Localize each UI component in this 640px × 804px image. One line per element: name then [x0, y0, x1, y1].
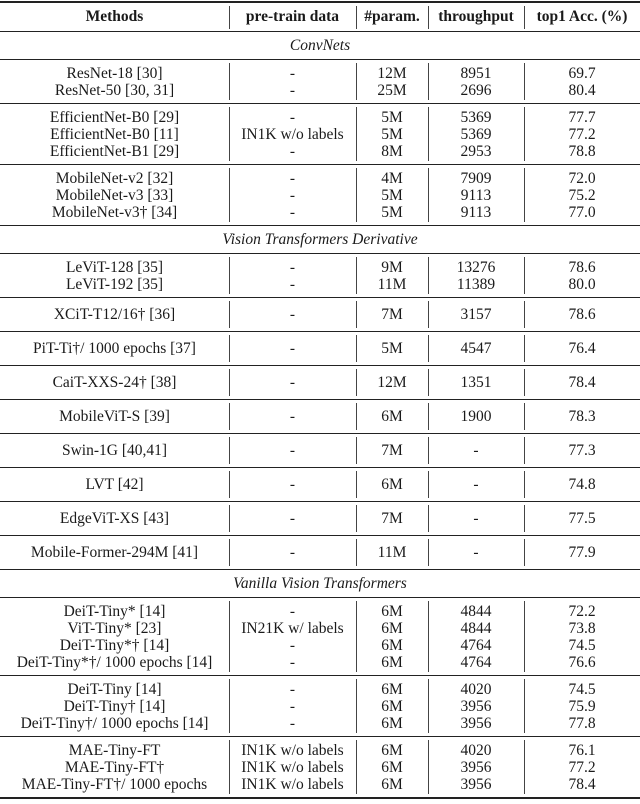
table-row [0, 654, 640, 671]
column-divider [229, 301, 230, 328]
column-divider [356, 257, 357, 294]
cell-throughput: 9113 [460, 204, 492, 221]
column-divider [428, 6, 429, 29]
column-divider [524, 539, 525, 566]
cell-top1-acc: 76.1 [568, 742, 596, 759]
column-divider [356, 369, 357, 396]
cell-pretrain-data: - [289, 654, 296, 671]
cell-params: 6M [381, 742, 403, 759]
cell-top1-acc: 75.2 [568, 187, 596, 204]
group-rule [0, 103, 640, 104]
cell-pretrain-data: - [289, 204, 296, 221]
table-row [0, 698, 640, 715]
column-divider [524, 740, 525, 794]
column-divider [524, 257, 525, 294]
column-divider [229, 335, 230, 362]
cell-top1-acc: 74.5 [568, 637, 596, 654]
group-rule [0, 467, 640, 468]
header-row [0, 8, 640, 25]
cell-throughput: 4764 [460, 654, 492, 671]
table-row [0, 143, 640, 160]
cell-params: 6M [381, 715, 403, 732]
cell-pretrain-data: - [289, 82, 296, 99]
cell-pretrain-data: - [289, 143, 296, 160]
cell-top1-acc: 69.7 [568, 65, 596, 82]
cell-pretrain-data: IN1K w/o labels [241, 126, 344, 143]
column-divider [428, 335, 429, 362]
column-divider [428, 369, 429, 396]
column-divider [356, 437, 357, 464]
column-divider [428, 257, 429, 294]
cell-throughput: 3157 [460, 306, 492, 323]
column-divider [428, 107, 429, 161]
column-divider [356, 335, 357, 362]
cell-method: MobileNet-v2 [32] [55, 170, 174, 187]
cell-params: 6M [381, 620, 403, 637]
cell-top1-acc: 77.2 [568, 126, 596, 143]
column-divider [428, 63, 429, 100]
cell-method: ResNet-18 [30] [66, 65, 163, 82]
group-rule [0, 501, 640, 502]
cell-method: PiT-Ti†/ 1000 epochs [37] [33, 340, 196, 357]
cell-method: EdgeViT-XS [43] [59, 510, 170, 527]
group-rule [0, 331, 640, 332]
cell-params: 7M [381, 442, 403, 459]
cell-pretrain-data: - [289, 306, 296, 323]
cell-throughput: 1900 [460, 408, 492, 425]
cell-params: 11M [377, 276, 407, 293]
cell-params: 6M [381, 408, 403, 425]
cell-top1-acc: 77.5 [568, 510, 596, 527]
table-row [0, 187, 640, 204]
cell-params: 9M [381, 259, 403, 276]
column-divider [356, 107, 357, 161]
table-row [0, 759, 640, 776]
cell-params: 12M [377, 374, 407, 391]
table-row [0, 374, 640, 391]
column-divider [356, 63, 357, 100]
cell-method: EfficientNet-B1 [29] [49, 143, 180, 160]
column-divider [229, 437, 230, 464]
cell-method: DeiT-Tiny†/ 1000 epochs [14] [20, 715, 209, 732]
column-divider [524, 471, 525, 498]
cell-method: ResNet-50 [30, 31] [54, 82, 175, 99]
group-rule [0, 569, 640, 570]
cell-top1-acc: 72.2 [568, 603, 596, 620]
cell-top1-acc: top1 Acc. (%) [536, 8, 628, 25]
section-title: ConvNets [289, 37, 351, 54]
cell-throughput: 1351 [460, 374, 492, 391]
cell-pretrain-data: - [289, 544, 296, 561]
cell-pretrain-data: - [289, 340, 296, 357]
column-divider [356, 301, 357, 328]
cell-params: 6M [381, 637, 403, 654]
cell-throughput: throughput [438, 8, 514, 25]
group-rule [0, 164, 640, 165]
cell-top1-acc: 77.8 [568, 715, 596, 732]
cell-pretrain-data: - [289, 698, 296, 715]
column-divider [356, 168, 357, 222]
cell-throughput: 4547 [460, 340, 492, 357]
cell-params: 7M [381, 306, 403, 323]
cell-throughput: 9113 [460, 187, 492, 204]
cell-params: 6M [381, 759, 403, 776]
cell-params: 6M [381, 603, 403, 620]
cell-method: LeViT-128 [35] [65, 259, 164, 276]
group-rule [0, 433, 640, 434]
cell-throughput: 2953 [460, 143, 492, 160]
section-title: Vanilla Vision Transformers [233, 575, 407, 592]
table-row [0, 620, 640, 637]
column-divider [524, 107, 525, 161]
cell-method: ViT-Tiny* [23] [67, 620, 162, 637]
cell-throughput: - [473, 442, 479, 459]
cell-method: Methods [85, 8, 144, 25]
cell-pretrain-data: IN1K w/o labels [241, 776, 344, 793]
cell-pretrain-data: pre-train data [245, 8, 340, 25]
column-divider [229, 403, 230, 430]
section-rule [0, 59, 640, 60]
column-divider [229, 601, 230, 672]
cell-throughput: 3956 [460, 776, 492, 793]
column-divider [524, 63, 525, 100]
table-row [0, 170, 640, 187]
cell-pretrain-data: - [289, 681, 296, 698]
column-divider [229, 6, 230, 29]
cell-params: #param. [364, 8, 420, 25]
cell-method: EfficientNet-B0 [11] [50, 126, 179, 143]
column-divider [229, 257, 230, 294]
cell-throughput: 5369 [460, 126, 492, 143]
table-row [0, 408, 640, 425]
table-row [0, 742, 640, 759]
cell-method: XCiT-T12/16† [36] [53, 306, 176, 323]
cell-throughput: 4844 [460, 603, 492, 620]
column-divider [428, 437, 429, 464]
cell-pretrain-data: - [289, 637, 296, 654]
table-row [0, 637, 640, 654]
cell-throughput: - [473, 544, 479, 561]
cell-top1-acc: 78.3 [568, 408, 596, 425]
group-rule [0, 225, 640, 226]
cell-pretrain-data: IN1K w/o labels [241, 742, 344, 759]
column-divider [229, 369, 230, 396]
table-row [0, 442, 640, 459]
column-divider [524, 601, 525, 672]
column-divider [524, 168, 525, 222]
cell-method: LVT [42] [85, 476, 144, 493]
table-row [0, 65, 640, 82]
column-divider [229, 679, 230, 733]
cell-params: 6M [381, 654, 403, 671]
cell-top1-acc: 78.8 [568, 143, 596, 160]
cell-top1-acc: 80.4 [568, 82, 596, 99]
table-row [0, 603, 640, 620]
column-divider [428, 471, 429, 498]
table-row [0, 544, 640, 561]
cell-params: 12M [377, 65, 407, 82]
cell-throughput: 3956 [460, 715, 492, 732]
column-divider [356, 679, 357, 733]
group-rule [0, 297, 640, 298]
cell-top1-acc: 77.9 [568, 544, 596, 561]
cell-params: 4M [381, 170, 403, 187]
column-divider [428, 301, 429, 328]
column-divider [524, 335, 525, 362]
cell-top1-acc: 74.5 [568, 681, 596, 698]
cell-params: 5M [381, 126, 403, 143]
cell-params: 6M [381, 698, 403, 715]
cell-params: 6M [381, 776, 403, 793]
cell-method: MobileNet-v3† [34] [51, 204, 178, 221]
cell-method: Swin-1G [40,41] [61, 442, 168, 459]
cell-throughput: 3956 [460, 759, 492, 776]
cell-top1-acc: 77.0 [568, 204, 596, 221]
cell-method: MobileViT-S [39] [59, 408, 170, 425]
table-row [0, 126, 640, 143]
table-row [0, 259, 640, 276]
cell-method: CaiT-XXS-24† [38] [52, 374, 177, 391]
table-row [0, 715, 640, 732]
section-rule [0, 597, 640, 598]
cell-throughput: 7909 [460, 170, 492, 187]
column-divider [428, 679, 429, 733]
cell-params: 5M [381, 204, 403, 221]
cell-pretrain-data: - [289, 187, 296, 204]
cell-method: DeiT-Tiny* [14] [63, 603, 166, 620]
column-divider [428, 539, 429, 566]
column-divider [524, 403, 525, 430]
table-row [0, 476, 640, 493]
group-rule [0, 535, 640, 536]
cell-top1-acc: 80.0 [568, 276, 596, 293]
group-rule [0, 399, 640, 400]
group-rule [0, 736, 640, 737]
column-divider [428, 403, 429, 430]
column-divider [356, 740, 357, 794]
column-divider [356, 471, 357, 498]
cell-method: Mobile-Former-294M [41] [30, 544, 199, 561]
column-divider [229, 505, 230, 532]
cell-top1-acc: 77.3 [568, 442, 596, 459]
cell-top1-acc: 72.0 [568, 170, 596, 187]
column-divider [229, 107, 230, 161]
table-row [0, 340, 640, 357]
cell-top1-acc: 76.6 [568, 654, 596, 671]
cell-params: 6M [381, 476, 403, 493]
cell-throughput: 8951 [460, 65, 492, 82]
column-divider [229, 740, 230, 794]
cell-top1-acc: 77.2 [568, 759, 596, 776]
table-row [0, 82, 640, 99]
table-row [0, 681, 640, 698]
cell-method: DeiT-Tiny*† [14] [59, 637, 170, 654]
cell-top1-acc: 76.4 [568, 340, 596, 357]
cell-params: 5M [381, 109, 403, 126]
cell-pretrain-data: - [289, 259, 296, 276]
cell-pretrain-data: - [289, 476, 296, 493]
column-divider [356, 539, 357, 566]
section-rule [0, 253, 640, 254]
cell-params: 5M [381, 340, 403, 357]
cell-params: 11M [377, 544, 407, 561]
table-row [0, 306, 640, 323]
group-rule [0, 365, 640, 366]
cell-pretrain-data: - [289, 170, 296, 187]
cell-pretrain-data: - [289, 374, 296, 391]
cell-pretrain-data: - [289, 510, 296, 527]
cell-params: 25M [377, 82, 407, 99]
cell-throughput: - [473, 476, 479, 493]
column-divider [524, 679, 525, 733]
table-row [0, 204, 640, 221]
cell-throughput: - [473, 510, 479, 527]
cell-method: MobileNet-v3 [33] [55, 187, 174, 204]
column-divider [524, 6, 525, 29]
cell-throughput: 4844 [460, 620, 492, 637]
cell-method: DeiT-Tiny [14] [67, 681, 162, 698]
column-divider [356, 505, 357, 532]
cell-method: LeViT-192 [35] [65, 276, 164, 293]
column-divider [356, 601, 357, 672]
column-divider [524, 369, 525, 396]
cell-throughput: 5369 [460, 109, 492, 126]
column-divider [428, 601, 429, 672]
cell-top1-acc: 78.6 [568, 259, 596, 276]
cell-pretrain-data: - [289, 408, 296, 425]
cell-throughput: 2696 [460, 82, 492, 99]
cell-method: EfficientNet-B0 [29] [49, 109, 180, 126]
cell-pretrain-data: IN21K w/ labels [241, 620, 344, 637]
cell-top1-acc: 74.8 [568, 476, 596, 493]
cell-throughput: 4020 [460, 742, 492, 759]
column-divider [428, 168, 429, 222]
table-row [0, 109, 640, 126]
cell-top1-acc: 78.4 [568, 374, 596, 391]
column-divider [524, 301, 525, 328]
cell-method: MAE-Tiny-FT† [64, 759, 165, 776]
cell-throughput: 4020 [460, 681, 492, 698]
cell-method: MAE-Tiny-FT [68, 742, 161, 759]
cell-pretrain-data: - [289, 715, 296, 732]
table-row [0, 776, 640, 793]
header-rule [0, 31, 640, 32]
cell-throughput: 4764 [460, 637, 492, 654]
column-divider [428, 505, 429, 532]
cell-method: DeiT-Tiny† [14] [63, 698, 166, 715]
cell-pretrain-data: - [289, 276, 296, 293]
cell-pretrain-data: - [289, 603, 296, 620]
column-divider [356, 6, 357, 29]
cell-top1-acc: 78.4 [568, 776, 596, 793]
cell-pretrain-data: - [289, 109, 296, 126]
column-divider [229, 539, 230, 566]
cell-params: 5M [381, 187, 403, 204]
cell-params: 8M [381, 143, 403, 160]
group-rule [0, 675, 640, 676]
column-divider [524, 437, 525, 464]
cell-pretrain-data: - [289, 442, 296, 459]
cell-method: DeiT-Tiny*†/ 1000 epochs [14] [16, 654, 213, 671]
cell-throughput: 11389 [456, 276, 496, 293]
cell-pretrain-data: - [289, 65, 296, 82]
cell-top1-acc: 73.8 [568, 620, 596, 637]
column-divider [229, 63, 230, 100]
section-title: Vision Transformers Derivative [222, 231, 418, 248]
cell-throughput: 3956 [460, 698, 492, 715]
cell-throughput: 13276 [456, 259, 496, 276]
table-row [0, 510, 640, 527]
column-divider [229, 471, 230, 498]
cell-method: MAE-Tiny-FT†/ 1000 epochs [21, 776, 208, 793]
cell-pretrain-data: IN1K w/o labels [241, 759, 344, 776]
cell-params: 6M [381, 681, 403, 698]
cell-top1-acc: 78.6 [568, 306, 596, 323]
table-row [0, 276, 640, 293]
cell-top1-acc: 75.9 [568, 698, 596, 715]
column-divider [356, 403, 357, 430]
column-divider [229, 168, 230, 222]
column-divider [428, 740, 429, 794]
bottom-rule [0, 797, 640, 799]
cell-params: 7M [381, 510, 403, 527]
column-divider [524, 505, 525, 532]
cell-top1-acc: 77.7 [568, 109, 596, 126]
top-rule [0, 1, 640, 3]
